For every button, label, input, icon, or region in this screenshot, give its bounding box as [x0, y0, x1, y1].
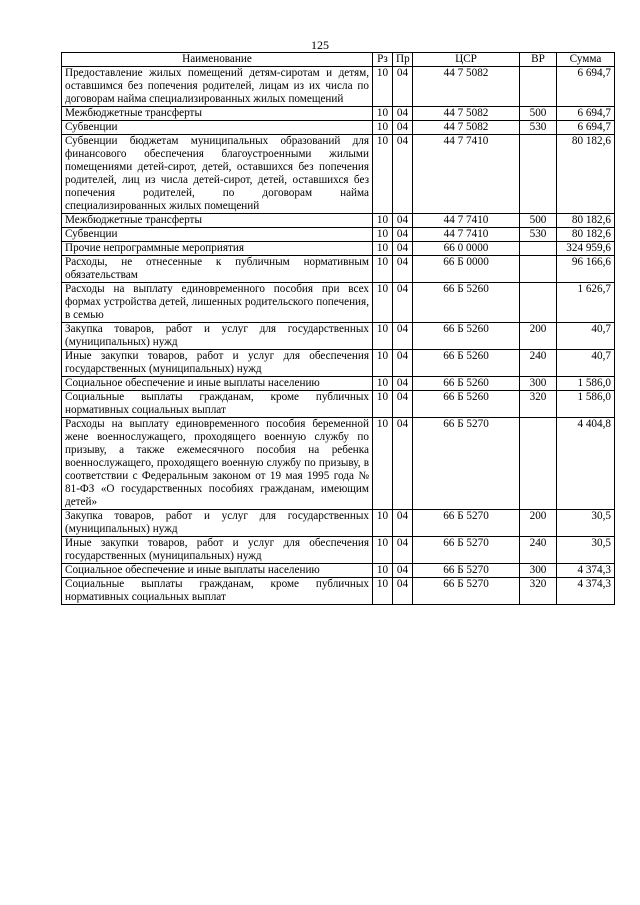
cell-pr: 04 — [393, 510, 413, 537]
cell-pr: 04 — [393, 228, 413, 242]
table-row — [62, 418, 615, 510]
table-row — [62, 391, 615, 418]
cell-name: Социальное обеспечение и иные выплаты населению — [62, 564, 373, 578]
cell-sum: 80 182,6 — [557, 214, 615, 228]
cell-csr: 66 Б 0000 — [413, 256, 520, 283]
cell-name: Расходы, не отнесенные к публичным нормативным обязательствам — [62, 256, 373, 283]
cell-csr: 66 Б 5260 — [413, 391, 520, 418]
cell-name: Субвенции — [62, 228, 373, 242]
cell-csr: 66 Б 5270 — [413, 564, 520, 578]
cell-pr: 04 — [393, 537, 413, 564]
table-body — [62, 67, 615, 605]
cell-rz: 10 — [373, 350, 393, 377]
cell-sum: 1 586,0 — [557, 377, 615, 391]
cell-sum: 6 694,7 — [557, 67, 615, 107]
cell-pr: 04 — [393, 67, 413, 107]
cell-sum: 4 374,3 — [557, 578, 615, 605]
cell-vr: 530 — [520, 121, 557, 135]
cell-pr: 04 — [393, 107, 413, 121]
cell-sum: 324 959,6 — [557, 242, 615, 256]
cell-vr: 300 — [520, 564, 557, 578]
cell-pr: 04 — [393, 323, 413, 350]
cell-sum: 4 374,3 — [557, 564, 615, 578]
cell-sum: 80 182,6 — [557, 135, 615, 214]
table-row — [62, 564, 615, 578]
header-sum: Сумма — [557, 53, 615, 67]
header-pr: Пр — [393, 53, 413, 67]
cell-vr — [520, 256, 557, 283]
page-number: 125 — [311, 38, 329, 52]
table-row — [62, 377, 615, 391]
cell-vr: 240 — [520, 350, 557, 377]
cell-rz: 10 — [373, 67, 393, 107]
cell-rz: 10 — [373, 578, 393, 605]
cell-vr: 500 — [520, 214, 557, 228]
cell-name: Межбюджетные трансферты — [62, 214, 373, 228]
cell-pr: 04 — [393, 135, 413, 214]
cell-csr: 66 Б 5270 — [413, 510, 520, 537]
cell-name: Закупка товаров, работ и услуг для государственных (муниципальных) нужд — [62, 323, 373, 350]
table-row — [62, 256, 615, 283]
cell-pr: 04 — [393, 578, 413, 605]
header-rz: Рз — [373, 53, 393, 67]
cell-name: Социальные выплаты гражданам, кроме публичных нормативных социальных выплат — [62, 391, 373, 418]
table-row — [62, 283, 615, 323]
cell-name: Предоставление жилых помещений детям-сиротам и детям, оставшимся без попечения родителей, лицам из их числа по договорам найма специализированных жилых помещений — [62, 67, 373, 107]
cell-csr: 44 7 7410 — [413, 228, 520, 242]
cell-csr: 66 Б 5260 — [413, 283, 520, 323]
cell-name: Межбюджетные трансферты — [62, 107, 373, 121]
cell-pr: 04 — [393, 564, 413, 578]
cell-vr: 320 — [520, 578, 557, 605]
cell-name: Прочие непрограммные мероприятия — [62, 242, 373, 256]
cell-name: Закупка товаров, работ и услуг для государственных (муниципальных) нужд — [62, 510, 373, 537]
cell-sum: 80 182,6 — [557, 228, 615, 242]
cell-name: Расходы на выплату единовременного пособия беременной жене военнослужащего, проходящего военную службу по призыву, а также ежемесячного пособия на ребенка военнослужащего, проходящего военную службу по призыву, в соответствии с Федеральным законом от 19 мая 1995 года № 81-ФЗ «О государственных пособиях гражданам, имеющим детей» — [62, 418, 373, 510]
table-row — [62, 578, 615, 605]
cell-sum: 1 626,7 — [557, 283, 615, 323]
cell-csr: 44 7 5082 — [413, 121, 520, 135]
table-row — [62, 107, 615, 121]
header-name: Наименование — [62, 53, 373, 67]
cell-rz: 10 — [373, 377, 393, 391]
cell-rz: 10 — [373, 242, 393, 256]
table-row — [62, 214, 615, 228]
table-row — [62, 135, 615, 214]
cell-csr: 66 Б 5260 — [413, 323, 520, 350]
cell-vr — [520, 418, 557, 510]
cell-sum: 6 694,7 — [557, 121, 615, 135]
cell-rz: 10 — [373, 323, 393, 350]
cell-name: Субвенции — [62, 121, 373, 135]
cell-pr: 04 — [393, 283, 413, 323]
table-row — [62, 323, 615, 350]
cell-rz: 10 — [373, 537, 393, 564]
cell-rz: 10 — [373, 107, 393, 121]
budget-table — [61, 52, 615, 605]
cell-pr: 04 — [393, 242, 413, 256]
cell-pr: 04 — [393, 418, 413, 510]
cell-csr: 44 7 7410 — [413, 135, 520, 214]
cell-sum: 96 166,6 — [557, 256, 615, 283]
cell-rz: 10 — [373, 228, 393, 242]
cell-pr: 04 — [393, 256, 413, 283]
cell-vr: 200 — [520, 323, 557, 350]
cell-vr: 530 — [520, 228, 557, 242]
table-row — [62, 242, 615, 256]
cell-csr: 66 Б 5270 — [413, 578, 520, 605]
cell-sum: 30,5 — [557, 537, 615, 564]
cell-csr: 44 7 5082 — [413, 107, 520, 121]
cell-name: Субвенции бюджетам муниципальных образований для финансового обеспечения благоустроенными жилыми помещениями детей-сирот, детей, оставшихся без попечения родителей, лиц из числа детей-сирот, детей, оставшихся без попечения родителей, по договорам найма специализированных жилых помещений — [62, 135, 373, 214]
cell-csr: 66 Б 5270 — [413, 537, 520, 564]
cell-name: Социальное обеспечение и иные выплаты населению — [62, 377, 373, 391]
cell-vr: 240 — [520, 537, 557, 564]
cell-name: Иные закупки товаров, работ и услуг для обеспечения государственных (муниципальных) нужд — [62, 350, 373, 377]
cell-csr: 44 7 7410 — [413, 214, 520, 228]
cell-name: Социальные выплаты гражданам, кроме публичных нормативных социальных выплат — [62, 578, 373, 605]
cell-csr: 66 0 0000 — [413, 242, 520, 256]
cell-rz: 10 — [373, 135, 393, 214]
cell-rz: 10 — [373, 510, 393, 537]
cell-pr: 04 — [393, 377, 413, 391]
cell-vr: 300 — [520, 377, 557, 391]
cell-pr: 04 — [393, 391, 413, 418]
table-row — [62, 537, 615, 564]
cell-sum: 40,7 — [557, 323, 615, 350]
cell-vr: 500 — [520, 107, 557, 121]
header-csr: ЦСР — [413, 53, 520, 67]
cell-csr: 66 Б 5260 — [413, 377, 520, 391]
cell-vr: 320 — [520, 391, 557, 418]
cell-name: Расходы на выплату единовременного пособия при всех формах устройства детей, лишенных родительского попечения, в семью — [62, 283, 373, 323]
cell-name: Иные закупки товаров, работ и услуг для обеспечения государственных (муниципальных) нужд — [62, 537, 373, 564]
cell-rz: 10 — [373, 391, 393, 418]
cell-sum: 4 404,8 — [557, 418, 615, 510]
cell-sum: 6 694,7 — [557, 107, 615, 121]
cell-csr: 44 7 5082 — [413, 67, 520, 107]
cell-rz: 10 — [373, 564, 393, 578]
cell-rz: 10 — [373, 121, 393, 135]
header-vr: ВР — [520, 53, 557, 67]
cell-rz: 10 — [373, 283, 393, 323]
cell-pr: 04 — [393, 121, 413, 135]
cell-vr — [520, 67, 557, 107]
cell-vr — [520, 135, 557, 214]
cell-rz: 10 — [373, 214, 393, 228]
cell-sum: 1 586,0 — [557, 391, 615, 418]
cell-csr: 66 Б 5270 — [413, 418, 520, 510]
cell-pr: 04 — [393, 350, 413, 377]
cell-sum: 30,5 — [557, 510, 615, 537]
table-row — [62, 510, 615, 537]
cell-vr: 200 — [520, 510, 557, 537]
cell-vr — [520, 242, 557, 256]
cell-pr: 04 — [393, 214, 413, 228]
table-header-row — [62, 53, 615, 67]
cell-csr: 66 Б 5260 — [413, 350, 520, 377]
table-row — [62, 121, 615, 135]
cell-rz: 10 — [373, 418, 393, 510]
cell-rz: 10 — [373, 256, 393, 283]
table-row — [62, 350, 615, 377]
cell-vr — [520, 283, 557, 323]
table-row — [62, 67, 615, 107]
cell-sum: 40,7 — [557, 350, 615, 377]
table-row — [62, 228, 615, 242]
